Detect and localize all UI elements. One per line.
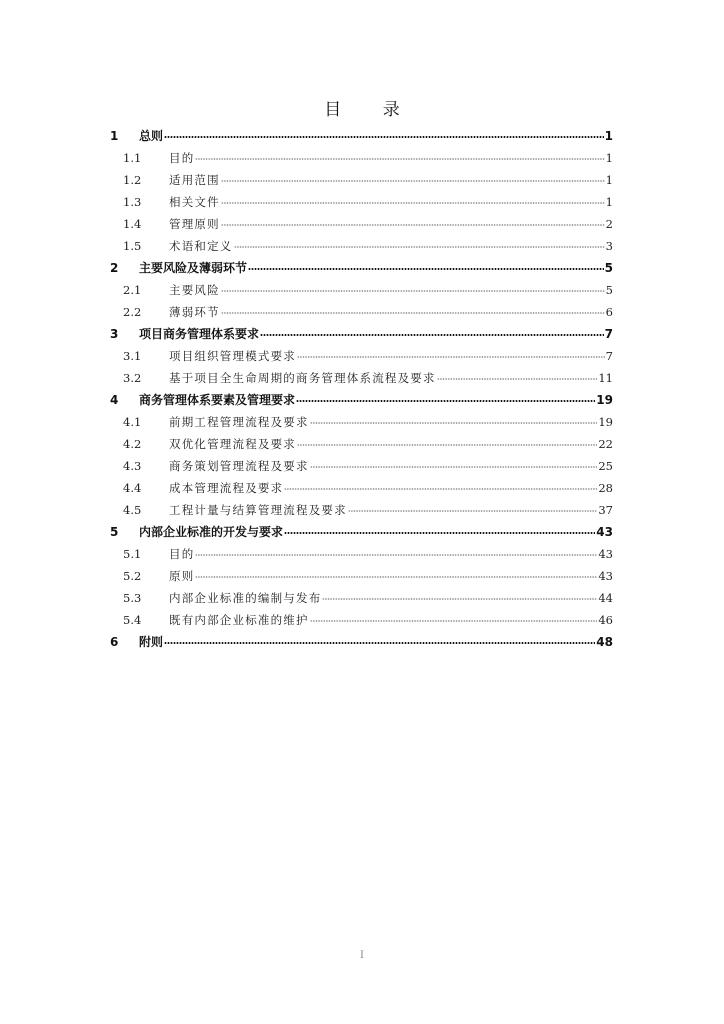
toc-entry-page-number: 7 (605, 349, 613, 363)
toc-entry-number: 4.4 (123, 481, 142, 495)
toc-entry-page-number: 1 (605, 151, 613, 165)
toc-entry-page-number: 1 (605, 173, 613, 187)
toc-entry-label: 管理原则 (169, 217, 220, 231)
toc-entry-page-number: 28 (598, 481, 613, 495)
toc-entry-number: 5.1 (123, 547, 142, 561)
toc-entry-number: 4.1 (123, 415, 142, 429)
toc-dot-leader (195, 576, 597, 578)
toc-dot-leader (437, 378, 598, 380)
toc-entry-label: 相关文件 (169, 195, 220, 209)
toc-dot-leader (310, 466, 598, 468)
toc-dot-leader (310, 620, 598, 622)
toc-entry-number: 1.3 (123, 195, 142, 209)
toc-dot-leader (297, 356, 605, 358)
toc-chapter-entry[interactable] (110, 257, 613, 279)
toc-entry-page-number: 2 (605, 217, 613, 231)
toc-entry-number: 5.4 (123, 613, 142, 627)
toc-section-entry[interactable] (110, 587, 613, 609)
toc-dot-leader (284, 488, 597, 490)
toc-entry-label: 项目商务管理体系要求 (139, 327, 260, 341)
toc-entry-page-number: 19 (598, 415, 613, 429)
toc-entry-page-number: 6 (605, 305, 613, 319)
toc-entry-label: 主要风险 (169, 283, 220, 297)
toc-section-entry[interactable] (110, 301, 613, 323)
toc-dot-leader (297, 444, 597, 446)
toc-dot-leader (195, 554, 597, 556)
toc-entry-page-number: 7 (604, 327, 613, 341)
toc-dot-leader (195, 158, 604, 160)
toc-entry-label: 目的 (169, 547, 195, 561)
toc-section-entry[interactable] (110, 367, 613, 389)
toc-dot-leader (348, 510, 598, 512)
toc-section-entry[interactable] (110, 169, 613, 191)
toc-section-entry[interactable] (110, 609, 613, 631)
toc-dot-leader (296, 400, 595, 402)
toc-dot-leader (164, 136, 604, 138)
footer-page-number: I (360, 950, 364, 961)
toc-entry-label: 既有内部企业标准的维护 (169, 613, 309, 627)
toc-entry-label: 薄弱环节 (169, 305, 220, 319)
toc-entry-number: 6 (110, 635, 119, 649)
toc-chapter-entry[interactable] (110, 631, 613, 653)
toc-entry-label: 目的 (169, 151, 195, 165)
toc-entry-label: 基于项目全生命周期的商务管理体系流程及要求 (169, 371, 436, 385)
toc-entry-page-number: 37 (598, 503, 613, 517)
toc-section-entry[interactable] (110, 411, 613, 433)
toc-entry-label: 内部企业标准的编制与发布 (169, 591, 322, 605)
toc-entry-label: 术语和定义 (169, 239, 233, 253)
toc-entry-number: 1 (110, 129, 119, 143)
toc-entry-number: 1.2 (123, 173, 142, 187)
toc-entry-page-number: 22 (598, 437, 613, 451)
toc-dot-leader (248, 268, 604, 270)
toc-dot-leader (284, 532, 595, 534)
toc-entry-label: 原则 (169, 569, 195, 583)
toc-entry-number: 3.1 (123, 349, 142, 363)
toc-entry-number: 5.2 (123, 569, 142, 583)
toc-entry-label: 内部企业标准的开发与要求 (139, 525, 284, 539)
toc-dot-leader (310, 422, 598, 424)
toc-entry-number: 4 (110, 393, 119, 407)
toc-entry-number: 4.3 (123, 459, 142, 473)
toc-entry-page-number: 25 (598, 459, 613, 473)
table-of-contents (110, 125, 613, 653)
toc-entry-number: 4.5 (123, 503, 142, 517)
toc-section-entry[interactable] (110, 345, 613, 367)
toc-entry-label: 适用范围 (169, 173, 220, 187)
toc-section-entry[interactable] (110, 565, 613, 587)
toc-dot-leader (234, 246, 605, 248)
toc-entry-label: 前期工程管理流程及要求 (169, 415, 309, 429)
toc-entry-number: 5 (110, 525, 119, 539)
toc-entry-page-number: 11 (598, 371, 613, 385)
toc-entry-page-number: 5 (605, 283, 613, 297)
toc-entry-label: 工程计量与结算管理流程及要求 (169, 503, 347, 517)
toc-section-entry[interactable] (110, 477, 613, 499)
toc-entry-page-number: 46 (598, 613, 613, 627)
toc-entry-label: 商务管理体系要素及管理要求 (139, 393, 296, 407)
toc-chapter-entry[interactable] (110, 125, 613, 147)
toc-dot-leader (221, 202, 605, 204)
toc-entry-label: 项目组织管理模式要求 (169, 349, 296, 363)
toc-entry-page-number: 1 (604, 129, 613, 143)
toc-chapter-entry[interactable] (110, 323, 613, 345)
toc-section-entry[interactable] (110, 191, 613, 213)
toc-entry-number: 3.2 (123, 371, 142, 385)
toc-dot-leader (221, 312, 605, 314)
toc-section-entry[interactable] (110, 213, 613, 235)
toc-chapter-entry[interactable] (110, 389, 613, 411)
toc-section-entry[interactable] (110, 235, 613, 257)
toc-entry-page-number: 43 (598, 547, 613, 561)
toc-entry-label: 成本管理流程及要求 (169, 481, 284, 495)
toc-entry-number: 3 (110, 327, 119, 341)
toc-dot-leader (221, 224, 605, 226)
toc-section-entry[interactable] (110, 433, 613, 455)
toc-dot-leader (221, 290, 605, 292)
toc-section-entry[interactable] (110, 279, 613, 301)
toc-entry-label: 双优化管理流程及要求 (169, 437, 296, 451)
toc-entry-page-number: 19 (596, 393, 613, 407)
toc-dot-leader (164, 642, 595, 644)
toc-section-entry[interactable] (110, 455, 613, 477)
toc-entry-page-number: 43 (596, 525, 613, 539)
toc-entry-page-number: 44 (598, 591, 613, 605)
toc-entry-number: 1.5 (123, 239, 142, 253)
toc-dot-leader (260, 334, 604, 336)
toc-entry-number: 1.1 (123, 151, 142, 165)
toc-title: 目 录 (324, 100, 418, 120)
toc-section-entry[interactable] (110, 543, 613, 565)
toc-entry-label: 主要风险及薄弱环节 (139, 261, 248, 275)
toc-dot-leader (221, 180, 605, 182)
toc-entry-label: 商务策划管理流程及要求 (169, 459, 309, 473)
toc-entry-page-number: 1 (605, 195, 613, 209)
toc-entry-label: 附则 (139, 635, 164, 649)
toc-entry-page-number: 5 (604, 261, 613, 275)
toc-entry-page-number: 48 (596, 635, 613, 649)
toc-entry-number: 2.2 (123, 305, 142, 319)
toc-entry-label: 总则 (139, 129, 164, 143)
toc-entry-number: 2.1 (123, 283, 142, 297)
toc-entry-page-number: 3 (605, 239, 613, 253)
toc-dot-leader (322, 598, 597, 600)
toc-entry-page-number: 43 (598, 569, 613, 583)
toc-entry-number: 5.3 (123, 591, 142, 605)
toc-entry-number: 2 (110, 261, 119, 275)
toc-entry-number: 1.4 (123, 217, 142, 231)
toc-section-entry[interactable] (110, 499, 613, 521)
toc-entry-number: 4.2 (123, 437, 142, 451)
toc-section-entry[interactable] (110, 147, 613, 169)
toc-chapter-entry[interactable] (110, 521, 613, 543)
